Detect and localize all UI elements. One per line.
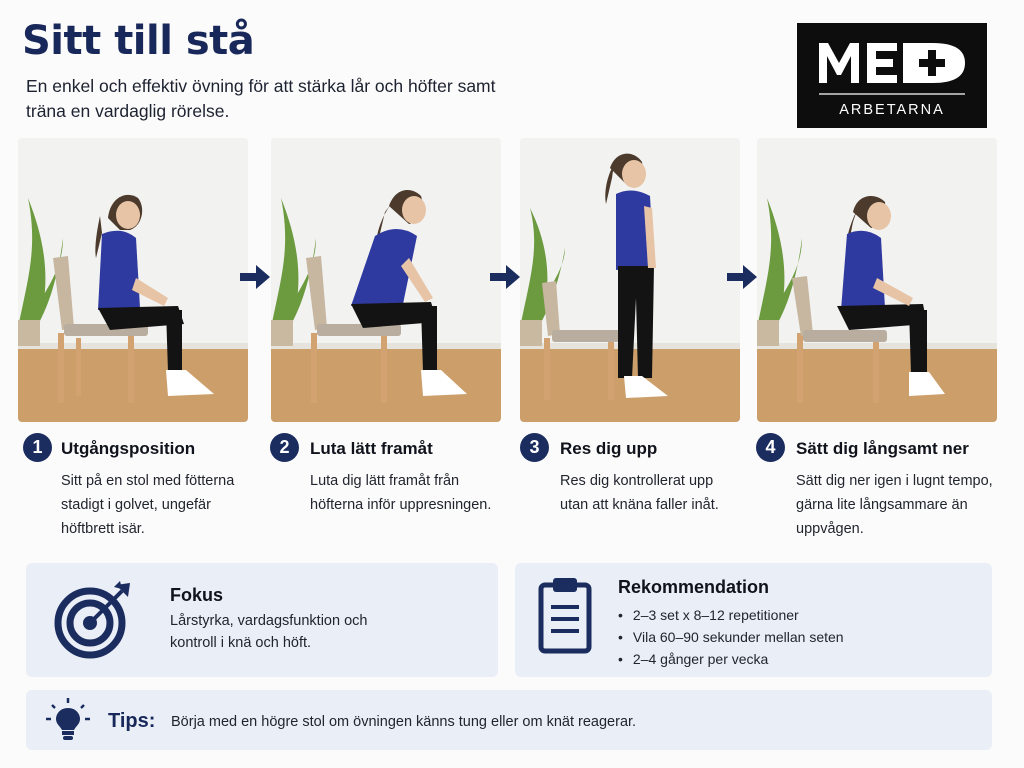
- step-2-text: Luta dig lätt framåt från höfterna inför uppresningen.: [310, 473, 492, 513]
- step-2-number: 2: [270, 433, 299, 462]
- arrow-right-icon: [725, 262, 759, 292]
- tips-text: Börja med en högre stol om övningen känns tung eller om knät reagerar.: [171, 714, 637, 730]
- recommendation-list: [618, 604, 844, 670]
- page-title: Sitt till stå: [22, 18, 255, 64]
- page-subtitle: En enkel och effektiv övning för att stärka lår och höfter samt träna en vardaglig rörelse.: [26, 76, 496, 121]
- step-3-text: Res dig kontrollerat upp utan att knäna faller inåt.: [560, 473, 719, 513]
- step-4-text: Sätt dig ner igen i lugnt tempo, gärna lite långsammare än uppvågen.: [796, 473, 993, 537]
- step-3-title: Res dig upp: [560, 439, 658, 458]
- step-4-title: Sätt dig långsamt ner: [796, 439, 969, 458]
- logo-subtitle: ARBETARNA: [839, 102, 945, 118]
- step-3-photo: [520, 138, 740, 422]
- step-1-photo: [18, 138, 248, 422]
- step-4-photo: [757, 138, 997, 422]
- step-4-number: 4: [756, 433, 785, 462]
- list-item: • 2–3 set x 8–12 repetitioner: [618, 604, 844, 626]
- lightbulb-icon: [46, 698, 90, 742]
- step-3-number: 3: [520, 433, 549, 462]
- step-2-title: Luta lätt framåt: [310, 439, 433, 458]
- arrow-right-icon: [488, 262, 522, 292]
- step-2-photo: [271, 138, 501, 422]
- recommendation-title: Rekommendation: [618, 577, 770, 597]
- step-1-number: 1: [23, 433, 52, 462]
- focus-card: [26, 563, 498, 677]
- focus-text: Lårstyrka, vardagsfunktion och kontroll i knä och höft.: [170, 613, 368, 651]
- step-1-text: Sitt på en stol med fötterna stadigt i golvet, ungefär höftbrett isär.: [61, 473, 235, 537]
- logo: [797, 23, 987, 128]
- recommendation-card: [515, 563, 992, 677]
- tips-bar: [26, 690, 992, 750]
- focus-title: Fokus: [170, 585, 224, 605]
- step-1-title: Utgångsposition: [61, 439, 196, 458]
- list-item: • 2–4 gånger per vecka: [618, 648, 844, 670]
- tips-label: Tips:: [108, 710, 156, 732]
- clipboard-icon: [535, 575, 595, 657]
- list-item: • Vila 60–90 sekunder mellan seten: [618, 626, 844, 648]
- target-icon: [52, 577, 136, 661]
- arrow-right-icon: [238, 262, 272, 292]
